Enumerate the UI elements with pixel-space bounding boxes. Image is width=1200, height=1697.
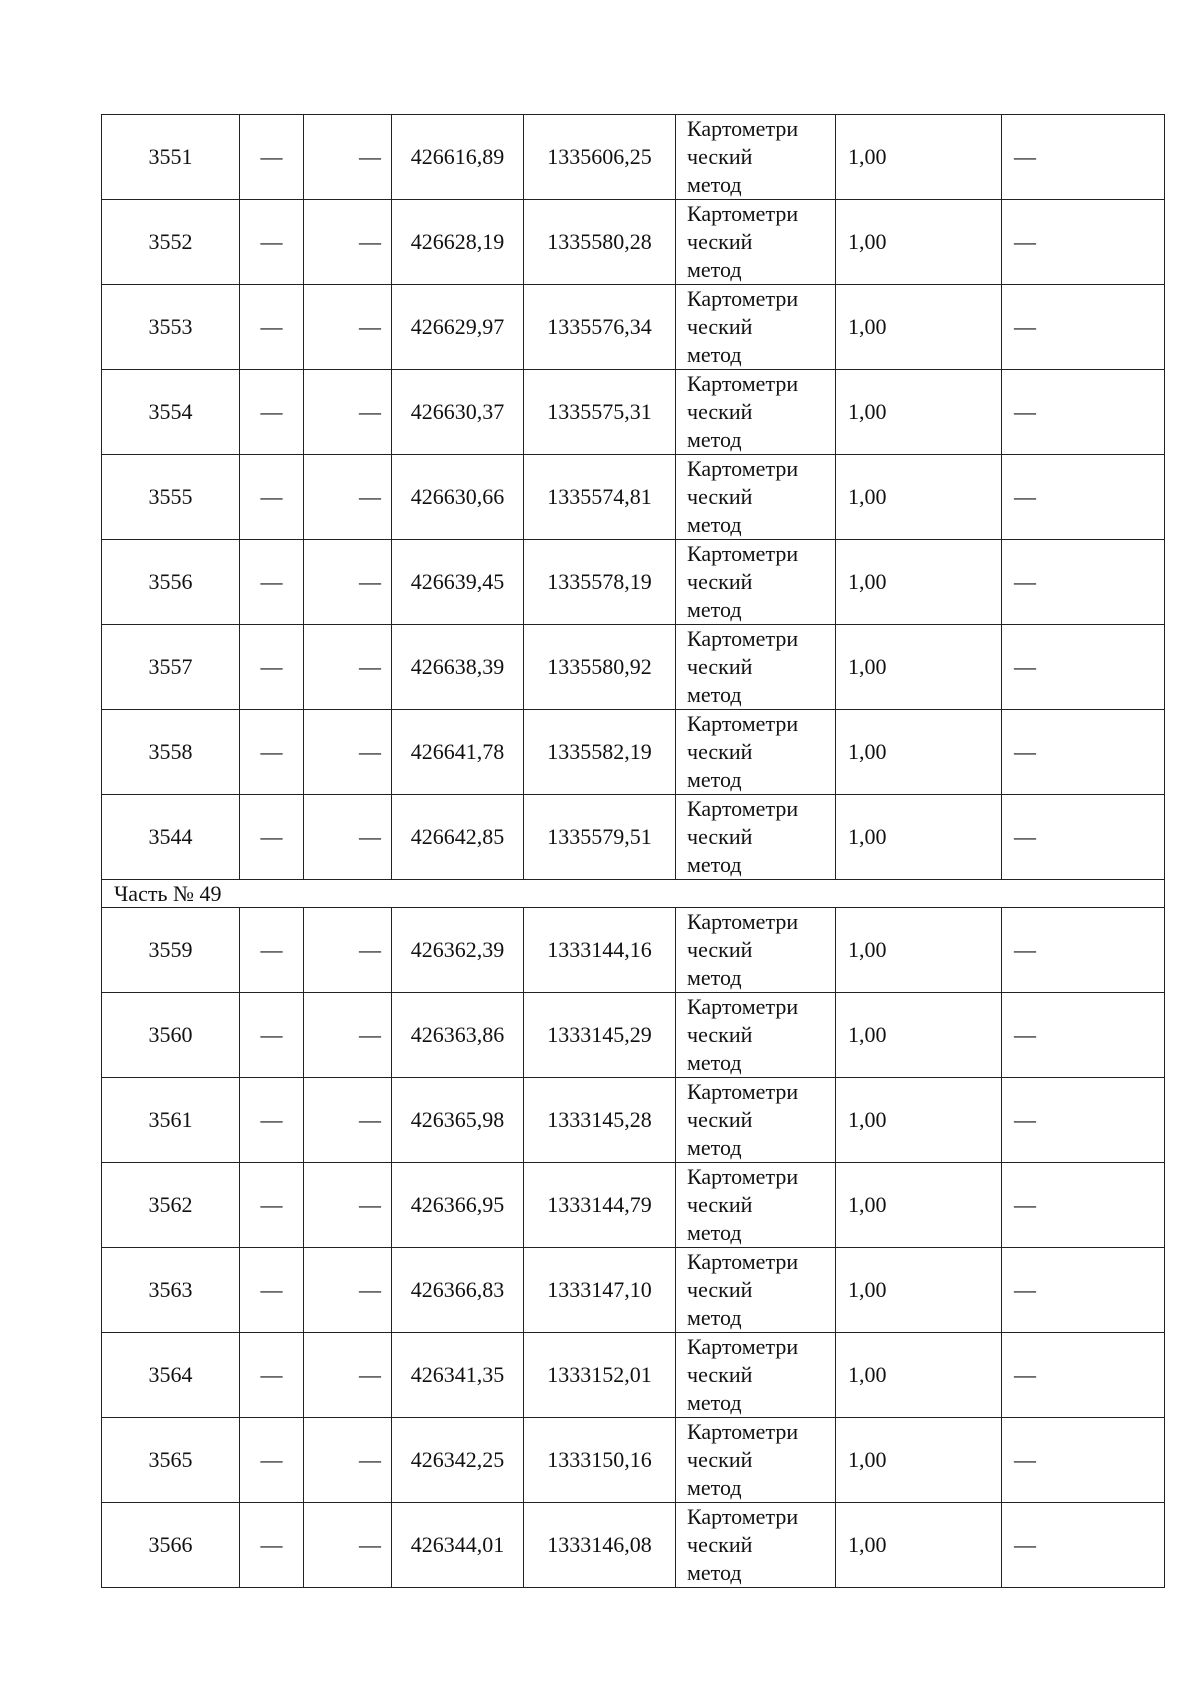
accuracy-cell: 1,00: [836, 370, 1002, 455]
column-2-cell: —: [240, 200, 304, 285]
method-cell: [676, 200, 836, 285]
column-8-cell: —: [1002, 1078, 1165, 1163]
y-coordinate-cell: 1335575,31: [524, 370, 676, 455]
column-2-cell: —: [240, 795, 304, 880]
column-3-cell: —: [304, 1418, 392, 1503]
point-number-cell: 3565: [102, 1418, 240, 1503]
section-header-row: [102, 880, 1165, 908]
column-2-cell: —: [240, 1418, 304, 1503]
table-row: [102, 1418, 1165, 1503]
column-8-cell: —: [1002, 1503, 1165, 1588]
point-number-cell: 3558: [102, 710, 240, 795]
method-cell: [676, 1503, 836, 1588]
method-cell: [676, 540, 836, 625]
column-8-cell: —: [1002, 285, 1165, 370]
table-row: [102, 540, 1165, 625]
table-row: [102, 115, 1165, 200]
method-cell: [676, 710, 836, 795]
column-3-cell: —: [304, 795, 392, 880]
column-8-cell: —: [1002, 710, 1165, 795]
table-row: [102, 795, 1165, 880]
y-coordinate-cell: 1335579,51: [524, 795, 676, 880]
method-cell: [676, 455, 836, 540]
point-number-cell: 3556: [102, 540, 240, 625]
table-row: [102, 1503, 1165, 1588]
column-8-cell: —: [1002, 625, 1165, 710]
table-row: [102, 908, 1165, 993]
method-text: Картометри ческий метод: [687, 456, 799, 537]
table-row: [102, 710, 1165, 795]
y-coordinate-cell: 1333144,16: [524, 908, 676, 993]
method-cell: [676, 1248, 836, 1333]
column-3-cell: —: [304, 200, 392, 285]
accuracy-cell: 1,00: [836, 455, 1002, 540]
accuracy-cell: 1,00: [836, 200, 1002, 285]
column-3-cell: —: [304, 1248, 392, 1333]
column-3-cell: —: [304, 1503, 392, 1588]
method-cell: [676, 1163, 836, 1248]
y-coordinate-cell: 1335574,81: [524, 455, 676, 540]
column-8-cell: —: [1002, 115, 1165, 200]
column-2-cell: —: [240, 115, 304, 200]
x-coordinate-cell: 426629,97: [392, 285, 524, 370]
method-text: Картометри ческий метод: [687, 626, 799, 707]
method-text: Картометри ческий метод: [687, 909, 799, 990]
accuracy-cell: 1,00: [836, 1078, 1002, 1163]
column-3-cell: —: [304, 908, 392, 993]
method-text: Картометри ческий метод: [687, 1079, 799, 1160]
point-number-cell: 3551: [102, 115, 240, 200]
table-row: [102, 1163, 1165, 1248]
point-number-cell: 3563: [102, 1248, 240, 1333]
x-coordinate-cell: 426630,66: [392, 455, 524, 540]
table-body: [102, 115, 1165, 1588]
x-coordinate-cell: 426365,98: [392, 1078, 524, 1163]
point-number-cell: 3555: [102, 455, 240, 540]
section-label: Часть № 49: [102, 880, 1165, 908]
accuracy-cell: 1,00: [836, 1418, 1002, 1503]
method-cell: [676, 795, 836, 880]
method-text: Картометри ческий метод: [687, 286, 799, 367]
accuracy-cell: 1,00: [836, 1248, 1002, 1333]
method-text: Картометри ческий метод: [687, 371, 799, 452]
method-cell: [676, 1078, 836, 1163]
column-8-cell: —: [1002, 795, 1165, 880]
table-row: [102, 1248, 1165, 1333]
method-cell: [676, 993, 836, 1078]
x-coordinate-cell: 426363,86: [392, 993, 524, 1078]
method-cell: [676, 625, 836, 710]
y-coordinate-cell: 1333145,28: [524, 1078, 676, 1163]
x-coordinate-cell: 426366,83: [392, 1248, 524, 1333]
column-2-cell: —: [240, 1078, 304, 1163]
column-3-cell: —: [304, 455, 392, 540]
accuracy-cell: 1,00: [836, 908, 1002, 993]
column-2-cell: —: [240, 540, 304, 625]
column-3-cell: —: [304, 625, 392, 710]
column-3-cell: —: [304, 1333, 392, 1418]
method-cell: [676, 370, 836, 455]
column-3-cell: —: [304, 115, 392, 200]
column-3-cell: —: [304, 540, 392, 625]
column-8-cell: —: [1002, 540, 1165, 625]
column-2-cell: —: [240, 908, 304, 993]
accuracy-cell: 1,00: [836, 795, 1002, 880]
table-row: [102, 200, 1165, 285]
accuracy-cell: 1,00: [836, 710, 1002, 795]
table-row: [102, 370, 1165, 455]
table-row: [102, 455, 1165, 540]
x-coordinate-cell: 426642,85: [392, 795, 524, 880]
column-2-cell: —: [240, 1503, 304, 1588]
y-coordinate-cell: 1335580,28: [524, 200, 676, 285]
column-2-cell: —: [240, 993, 304, 1078]
column-2-cell: —: [240, 625, 304, 710]
point-number-cell: 3566: [102, 1503, 240, 1588]
column-8-cell: —: [1002, 200, 1165, 285]
method-cell: [676, 1418, 836, 1503]
method-text: Картометри ческий метод: [687, 201, 799, 282]
accuracy-cell: 1,00: [836, 625, 1002, 710]
point-number-cell: 3552: [102, 200, 240, 285]
method-cell: [676, 908, 836, 993]
method-text: Картометри ческий метод: [687, 994, 799, 1075]
point-number-cell: 3554: [102, 370, 240, 455]
accuracy-cell: 1,00: [836, 1503, 1002, 1588]
x-coordinate-cell: 426341,35: [392, 1333, 524, 1418]
y-coordinate-cell: 1335606,25: [524, 115, 676, 200]
method-text: Картометри ческий метод: [687, 1164, 799, 1245]
accuracy-cell: 1,00: [836, 1163, 1002, 1248]
column-8-cell: —: [1002, 1333, 1165, 1418]
column-2-cell: —: [240, 370, 304, 455]
y-coordinate-cell: 1333150,16: [524, 1418, 676, 1503]
y-coordinate-cell: 1333146,08: [524, 1503, 676, 1588]
point-number-cell: 3561: [102, 1078, 240, 1163]
x-coordinate-cell: 426362,39: [392, 908, 524, 993]
column-8-cell: —: [1002, 1248, 1165, 1333]
method-text: Картометри ческий метод: [687, 1504, 799, 1585]
column-3-cell: —: [304, 993, 392, 1078]
column-3-cell: —: [304, 370, 392, 455]
y-coordinate-cell: 1333147,10: [524, 1248, 676, 1333]
point-number-cell: 3544: [102, 795, 240, 880]
y-coordinate-cell: 1335578,19: [524, 540, 676, 625]
x-coordinate-cell: 426630,37: [392, 370, 524, 455]
method-cell: [676, 1333, 836, 1418]
x-coordinate-cell: 426616,89: [392, 115, 524, 200]
coordinates-table: [101, 114, 1165, 1588]
table-row: [102, 625, 1165, 710]
column-3-cell: —: [304, 1163, 392, 1248]
column-3-cell: —: [304, 710, 392, 795]
accuracy-cell: 1,00: [836, 1333, 1002, 1418]
y-coordinate-cell: 1333144,79: [524, 1163, 676, 1248]
column-3-cell: —: [304, 1078, 392, 1163]
x-coordinate-cell: 426641,78: [392, 710, 524, 795]
column-2-cell: —: [240, 1248, 304, 1333]
method-text: Картометри ческий метод: [687, 711, 799, 792]
point-number-cell: 3557: [102, 625, 240, 710]
column-8-cell: —: [1002, 370, 1165, 455]
column-8-cell: —: [1002, 1418, 1165, 1503]
point-number-cell: 3562: [102, 1163, 240, 1248]
method-text: Картометри ческий метод: [687, 1249, 799, 1330]
point-number-cell: 3553: [102, 285, 240, 370]
accuracy-cell: 1,00: [836, 285, 1002, 370]
accuracy-cell: 1,00: [836, 540, 1002, 625]
column-8-cell: —: [1002, 455, 1165, 540]
method-text: Картометри ческий метод: [687, 1419, 799, 1500]
point-number-cell: 3559: [102, 908, 240, 993]
column-2-cell: —: [240, 455, 304, 540]
x-coordinate-cell: 426639,45: [392, 540, 524, 625]
y-coordinate-cell: 1335580,92: [524, 625, 676, 710]
x-coordinate-cell: 426638,39: [392, 625, 524, 710]
accuracy-cell: 1,00: [836, 993, 1002, 1078]
method-cell: [676, 115, 836, 200]
column-2-cell: —: [240, 1163, 304, 1248]
method-cell: [676, 285, 836, 370]
method-text: Картометри ческий метод: [687, 796, 799, 877]
method-text: Картометри ческий метод: [687, 116, 799, 197]
column-2-cell: —: [240, 710, 304, 795]
column-2-cell: —: [240, 285, 304, 370]
column-2-cell: —: [240, 1333, 304, 1418]
accuracy-cell: 1,00: [836, 115, 1002, 200]
column-8-cell: —: [1002, 993, 1165, 1078]
x-coordinate-cell: 426628,19: [392, 200, 524, 285]
x-coordinate-cell: 426342,25: [392, 1418, 524, 1503]
table-row: [102, 1078, 1165, 1163]
point-number-cell: 3560: [102, 993, 240, 1078]
table-row: [102, 1333, 1165, 1418]
column-8-cell: —: [1002, 908, 1165, 993]
x-coordinate-cell: 426366,95: [392, 1163, 524, 1248]
method-text: Картометри ческий метод: [687, 1334, 799, 1415]
point-number-cell: 3564: [102, 1333, 240, 1418]
y-coordinate-cell: 1335582,19: [524, 710, 676, 795]
column-3-cell: —: [304, 285, 392, 370]
y-coordinate-cell: 1333152,01: [524, 1333, 676, 1418]
y-coordinate-cell: 1333145,29: [524, 993, 676, 1078]
x-coordinate-cell: 426344,01: [392, 1503, 524, 1588]
table-row: [102, 285, 1165, 370]
y-coordinate-cell: 1335576,34: [524, 285, 676, 370]
column-8-cell: —: [1002, 1163, 1165, 1248]
table-row: [102, 993, 1165, 1078]
method-text: Картометри ческий метод: [687, 541, 799, 622]
